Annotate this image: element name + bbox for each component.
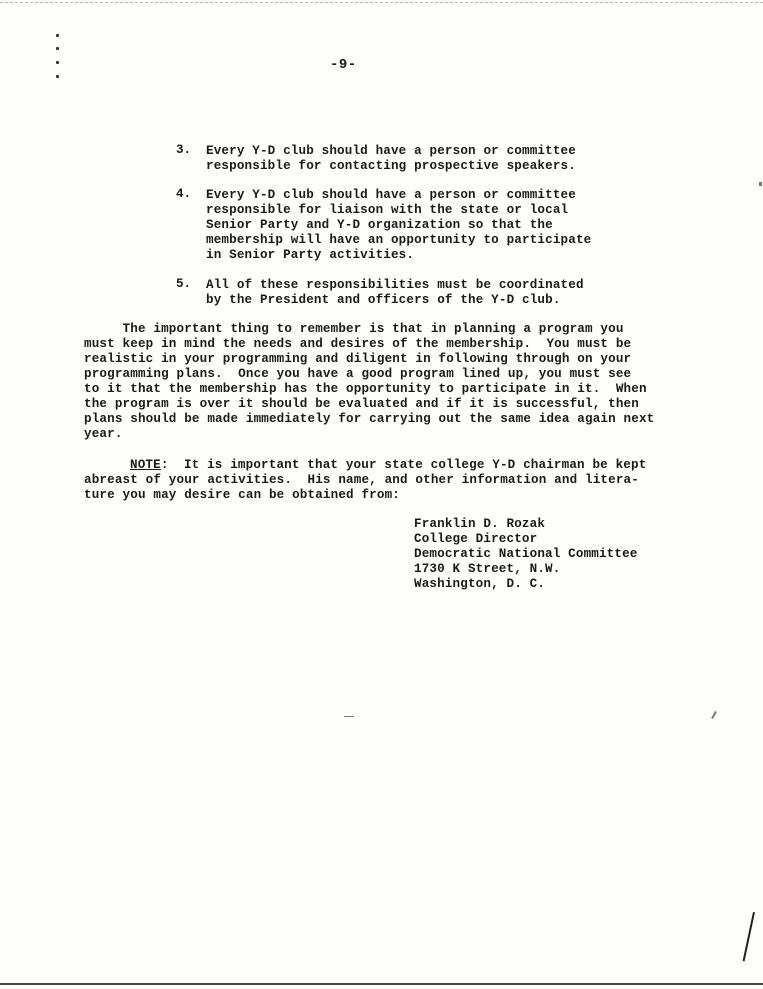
scan-speck [344,716,354,717]
paragraph-line: programming plans. Once you have a good program lined up, you must see [84,367,632,381]
page-number: -9- [330,57,357,73]
bottom-edge-line [0,983,763,985]
paragraph-line: to it that the membership has the opportunity to participate in it. When [84,382,647,396]
list-item-line: Senior Party and Y-D organization so that the [206,218,553,232]
paragraph-line: plans should be made immediately for carrying out the same idea again next [84,412,655,426]
address-line: Franklin D. Rozak [414,517,546,531]
paragraph-line: must keep in mind the needs and desires of the membership. You must be [84,337,632,351]
note-line: abreast of your activities. His name, and other information and litera- [84,473,639,487]
paragraph-line: the program is over it should be evaluated and if it is successful, then [84,397,639,411]
list-item-line: Every Y-D club should have a person or committee [206,144,576,158]
list-item-line: in Senior Party activities. [206,248,415,262]
list-item-number: 5. [176,277,192,291]
address-line: College Director [414,532,538,546]
note-label: NOTE [130,458,161,472]
note-first-line-text: : It is important that your state college Y-D chairman be kept [160,458,647,472]
address-line: 1730 K Street, N.W. [414,562,561,576]
list-item-line: by the President and officers of the Y-D club. [206,293,561,307]
note-line: ture you may desire can be obtained from: [84,488,401,502]
scan-speck [759,182,762,186]
paragraph-line: year. [84,427,123,441]
margin-pen-stroke [743,912,755,961]
list-item-line: responsible for contacting prospective speakers. [206,159,576,173]
address-line: Washington, D. C. [414,577,546,591]
list-item-number: 4. [176,187,192,201]
list-item-number: 3. [176,143,192,157]
top-perforation-line [0,2,763,3]
list-item-line: responsible for liaison with the state or local [206,203,569,217]
address-line: Democratic National Committee [414,547,638,561]
list-item-line: Every Y-D club should have a person or committee [206,188,576,202]
margin-marks [56,34,62,84]
scan-speck [711,711,717,719]
list-item-line: All of these responsibilities must be coordinated [206,278,584,292]
paragraph-line: realistic in your programming and diligent in following through on your [84,352,632,366]
list-item-line: membership will have an opportunity to participate [206,233,592,247]
paragraph-line: The important thing to remember is that in planning a program you [84,322,624,336]
note-first-line [130,458,646,473]
